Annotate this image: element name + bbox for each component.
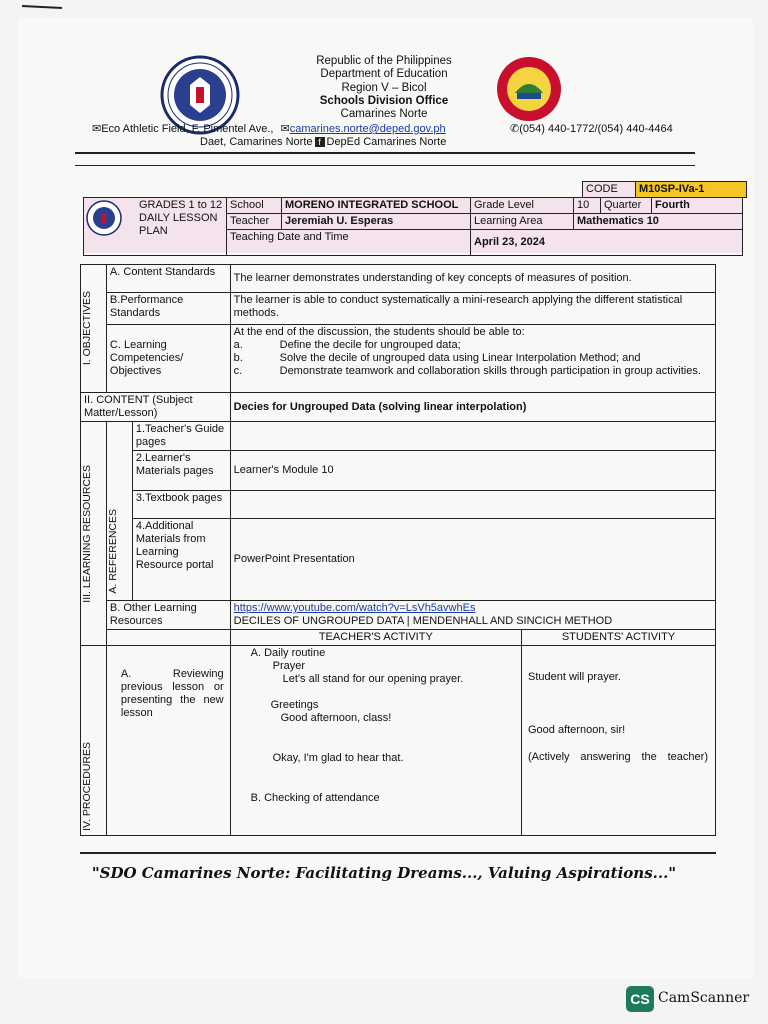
student-answer-1: (Actively answering the teacher)	[527, 751, 708, 763]
textbook-label: 3.Textbook pages	[132, 491, 230, 519]
grade-value: 10	[574, 198, 601, 214]
objectives-section: I. OBJECTIVES	[81, 265, 107, 393]
students-activity	[521, 646, 715, 836]
procedures-section: IV. PROCEDURES	[81, 646, 107, 836]
phone-icon: ✆	[510, 123, 520, 135]
motto: "SDO Camarines Norte: Facilitating Dreams..., Valuing Aspirations..."	[91, 864, 677, 882]
additional-materials-label: 4.Additional Materials from Learning Resource portal	[132, 519, 230, 601]
email-link[interactable]: camarines.norte@deped.gov.ph	[289, 123, 446, 135]
student-prayer: Student will prayer.	[527, 671, 621, 683]
content-standards-label: A. Content Standards	[106, 265, 230, 293]
dlp-info-table	[83, 197, 743, 256]
deped-seal-small-cell	[84, 198, 137, 256]
teachers-guide-label: 1.Teacher's Guide pages	[132, 422, 230, 451]
school-value: MORENO INTEGRATED SCHOOL	[282, 198, 471, 214]
header-rule-1	[75, 152, 695, 154]
teachers-guide-value	[230, 422, 715, 451]
greetings-heading: Greetings	[270, 699, 319, 711]
learners-materials-label: 2.Learner's Materials pages	[132, 451, 230, 491]
reviewing-step: A. Reviewing previous lesson or presenting the new lesson	[106, 646, 230, 836]
competency-item: a. Define the decile for ungrouped data;	[233, 339, 461, 351]
performance-standards-label: B.Performance Standards	[106, 293, 230, 325]
additional-materials-value: PowerPoint Presentation	[230, 519, 715, 601]
teachers-activity-head: TEACHER'S ACTIVITY	[230, 630, 521, 646]
date-label: Teaching Date and Time	[227, 230, 471, 256]
address-line-2: Daet, Camarines Norte f DepEd Camarines Norte	[200, 136, 447, 148]
footer-rule	[80, 852, 716, 854]
teacher-label: Teacher	[227, 214, 282, 230]
scan-mark	[22, 5, 62, 9]
glad-line: Okay, I'm glad to hear that.	[272, 752, 404, 764]
email-icon: ✉	[280, 123, 290, 135]
student-greeting: Good afternoon, sir!	[527, 724, 626, 736]
area-label: Learning Area	[471, 214, 574, 230]
textbook-value	[230, 491, 715, 519]
learners-materials-value: Learner's Module 10	[230, 451, 715, 491]
code-value: M10SP-IVa-1	[636, 182, 747, 198]
camscanner-label: CamScanner	[658, 990, 750, 1006]
competency-item: b. Solve the decile of ungrouped data using Linear Interpolation Method; and	[233, 352, 641, 364]
grade-label: Grade Level	[471, 198, 574, 214]
content-label: II. CONTENT (Subject Matter/Lesson)	[81, 393, 231, 422]
prayer-heading: Prayer	[272, 660, 306, 672]
code-label: CODE	[583, 182, 636, 198]
camscanner-icon: CS	[626, 986, 654, 1012]
teacher-activity	[230, 646, 521, 836]
header-line-3: Region V – Bicol	[341, 82, 427, 94]
dlp-main-table	[80, 264, 716, 836]
header-line-4: Schools Division Office	[319, 95, 449, 107]
other-resources-value	[230, 601, 715, 630]
teacher-value: Jeremiah U. Esperas	[282, 214, 471, 230]
competency-item: c. Demonstrate teamwork and collaboration skills through participation in group activities.	[233, 365, 701, 377]
content-text: Decies for Ungrouped Data (solving linear interpolation)	[230, 393, 715, 422]
daily-routine: A. Daily routine	[250, 647, 326, 659]
content-standards-text: The learner demonstrates understanding of key concepts of measures of position.	[230, 265, 715, 293]
school-label: School	[227, 198, 282, 214]
quarter-value: Fourth	[652, 198, 743, 214]
address-line-1: ✉Eco Athletic Field, F. Pimentel Ave., ✉camarines.norte@deped.gov.ph	[92, 123, 446, 135]
prayer-line: Let's all stand for our opening prayer.	[282, 673, 464, 685]
performance-standards-text: The learner is able to conduct systematically a mini-research applying the different statistical methods.	[230, 293, 715, 325]
competencies-text: At the end of the discussion, the students should be able to: a. Define the decile for ungrouped data; b. Solve the decile of ungrouped data using Linear Interpolation Method; and c. Demonstrate teamwork and collaboration skills through participation in group activities.	[230, 325, 715, 393]
deped-seal-small	[86, 200, 122, 236]
header-line-2: Department of Education	[320, 68, 448, 80]
activity-header-spacer	[106, 630, 230, 646]
header-line-1: Republic of the Philippines	[316, 55, 452, 67]
resources-section: III. LEARNING RESOURCES	[81, 422, 107, 646]
code-box	[582, 181, 747, 198]
quarter-label: Quarter	[601, 198, 652, 214]
greetings-line: Good afternoon, class!	[280, 712, 392, 724]
students-activity-head: STUDENTS' ACTIVITY	[521, 630, 715, 646]
competencies-label: C. Learning Competencies/ Objectives	[106, 325, 230, 393]
header-line-5: Camarines Norte	[340, 108, 428, 120]
dlp-title: GRADES 1 to 12 DAILY LESSON PLAN	[136, 198, 227, 256]
references-section: A. REFERENCES	[106, 422, 132, 601]
other-resources-title: DECILES OF UNGROUPED DATA | MENDENHALL AND SINCICH METHOD	[233, 615, 613, 627]
date-value: April 23, 2024	[471, 230, 743, 256]
youtube-link[interactable]: https://www.youtube.com/watch?v=LsVh5avwhEs	[233, 602, 476, 614]
phone-line: ✆(054) 440-1772/(054) 440-4464	[510, 123, 673, 135]
attendance-heading: B. Checking of attendance	[250, 792, 380, 804]
header-rule-2	[75, 165, 695, 166]
area-value: Mathematics 10	[574, 214, 743, 230]
mail-icon: ✉	[92, 123, 102, 135]
other-resources-label: B. Other Learning Resources	[106, 601, 230, 630]
facebook-icon: f	[315, 137, 325, 147]
